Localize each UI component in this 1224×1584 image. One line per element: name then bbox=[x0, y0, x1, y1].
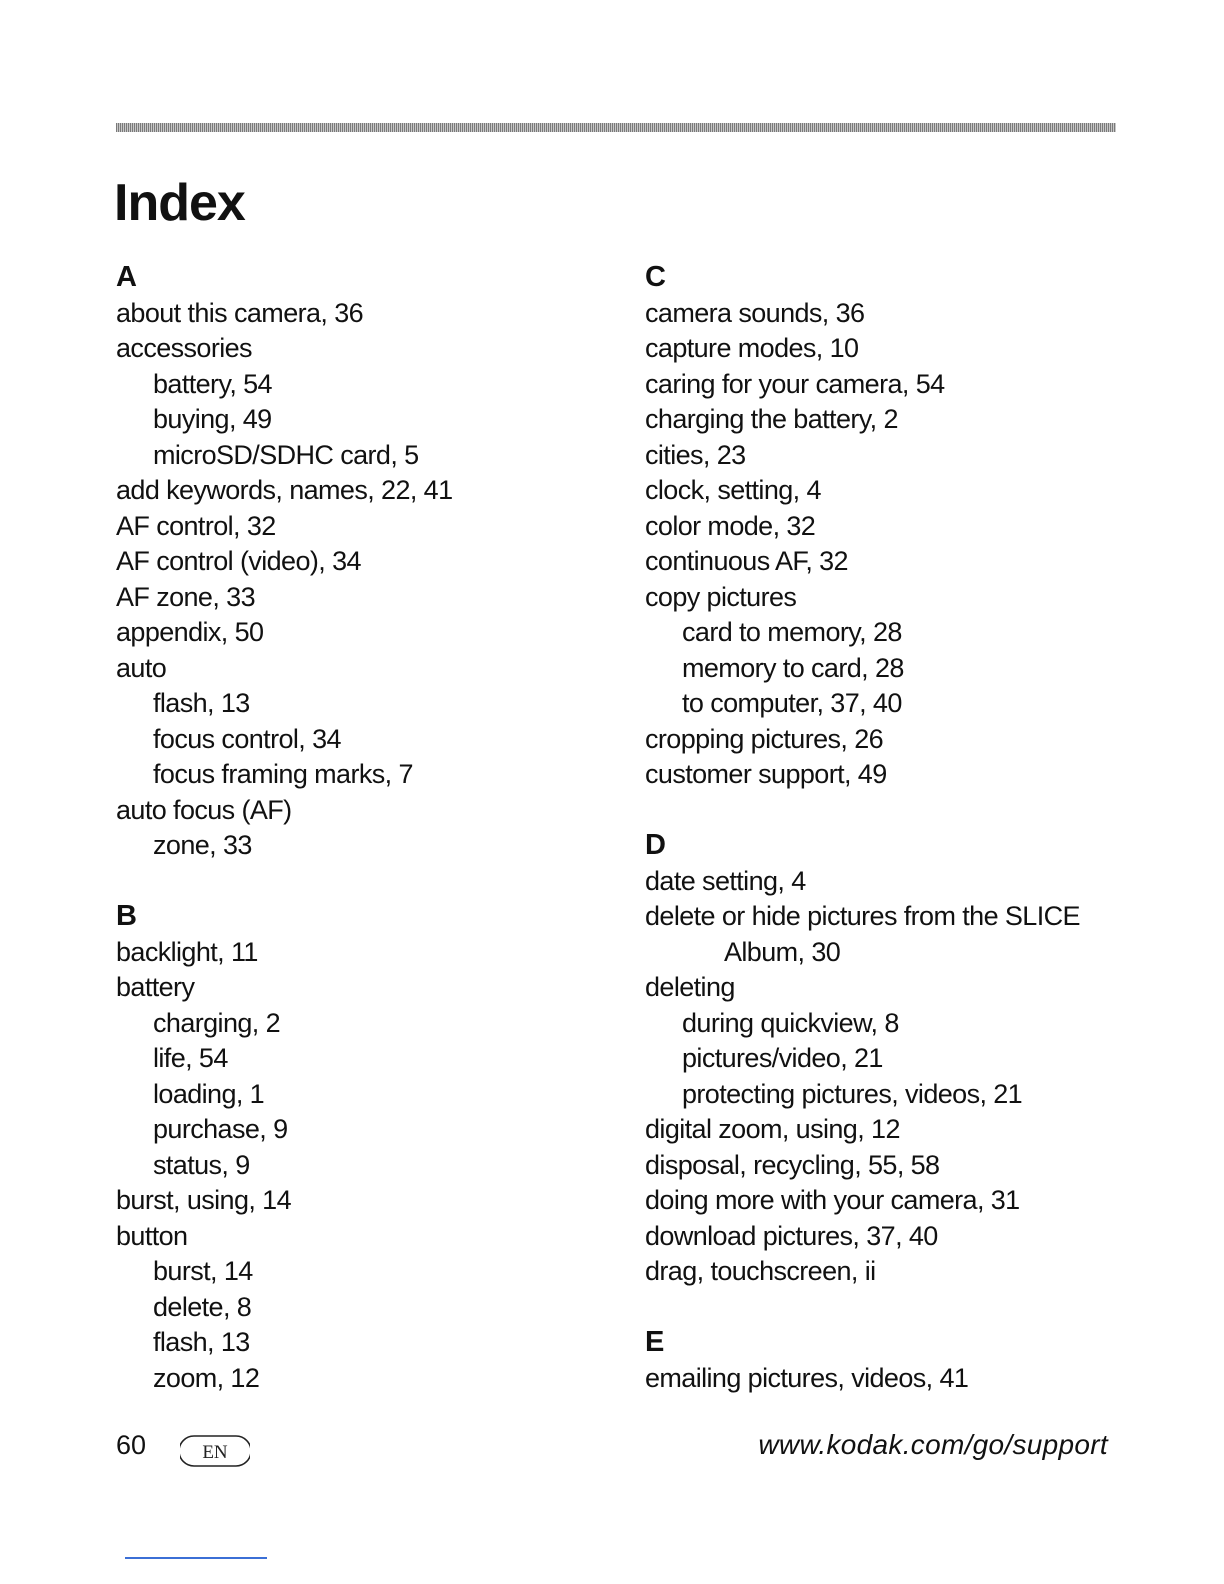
index-entry: burst, using, 14 bbox=[116, 1185, 292, 1215]
support-url-link[interactable]: www.kodak.com/go/support bbox=[758, 1429, 1108, 1460]
index-subentry: status, 9 bbox=[153, 1149, 250, 1180]
index-subentry: flash, 13 bbox=[153, 688, 250, 718]
index-entry: cities, 23 bbox=[645, 439, 746, 470]
index-subentry: loading, 1 bbox=[153, 1078, 265, 1109]
index-entry: customer support, 49 bbox=[645, 759, 887, 789]
index-section-d bbox=[645, 828, 1125, 1290]
index-entry: deleting bbox=[645, 972, 735, 1002]
index-section-a bbox=[116, 260, 596, 864]
index-entry: battery bbox=[116, 972, 195, 1002]
index-subentry: life, 54 bbox=[153, 1043, 228, 1073]
section-letter: A bbox=[116, 261, 137, 293]
index-entry: AF zone, 33 bbox=[116, 581, 255, 612]
index-subentry: battery, 54 bbox=[153, 368, 272, 399]
index-entry: drag, touchscreen, ii bbox=[645, 1256, 876, 1286]
index-subentry: purchase, 9 bbox=[153, 1114, 288, 1144]
index-subentry: during quickview, 8 bbox=[682, 1007, 899, 1038]
header-rule bbox=[116, 123, 1116, 132]
section-letter: D bbox=[645, 829, 666, 861]
index-subentry: charging, 2 bbox=[153, 1007, 280, 1038]
index-subentry: to computer, 37, 40 bbox=[682, 688, 902, 718]
index-entry-continuation: Album, 30 bbox=[724, 936, 841, 967]
index-entry: camera sounds, 36 bbox=[645, 297, 865, 328]
index-entry: about this camera, 36 bbox=[116, 297, 364, 328]
index-subentry: microSD/SDHC card, 5 bbox=[153, 439, 419, 470]
index-subentry: pictures/video, 21 bbox=[682, 1043, 883, 1073]
index-section-c bbox=[645, 260, 1125, 793]
index-entry: auto focus (AF) bbox=[116, 794, 292, 825]
index-section-e bbox=[645, 1325, 1125, 1396]
index-entry: doing more with your camera, 31 bbox=[645, 1185, 1020, 1215]
bottom-mark bbox=[125, 1557, 267, 1559]
page-number: 60 bbox=[116, 1430, 147, 1460]
section-letter: B bbox=[116, 900, 137, 932]
language-badge-label: EN bbox=[202, 1442, 228, 1463]
index-entry: delete or hide pictures from the SLICE bbox=[645, 901, 1080, 931]
index-subentry: zoom, 12 bbox=[153, 1362, 260, 1393]
index-entry: charging the battery, 2 bbox=[645, 404, 898, 434]
index-entry: emailing pictures, videos, 41 bbox=[645, 1362, 969, 1393]
index-subentry: zone, 33 bbox=[153, 830, 252, 860]
index-subentry: delete, 8 bbox=[153, 1291, 252, 1322]
index-entry: AF control (video), 34 bbox=[116, 546, 361, 576]
index-entry: capture modes, 10 bbox=[645, 333, 859, 363]
index-entry: backlight, 11 bbox=[116, 936, 258, 967]
index-entry: clock, setting, 4 bbox=[645, 475, 821, 505]
language-badge-icon bbox=[180, 1434, 250, 1468]
index-entry: copy pictures bbox=[645, 581, 797, 612]
index-entry: continuous AF, 32 bbox=[645, 546, 848, 576]
index-subentry: flash, 13 bbox=[153, 1327, 250, 1357]
index-entry: disposal, recycling, 55, 58 bbox=[645, 1149, 940, 1180]
index-entry: caring for your camera, 54 bbox=[645, 368, 945, 399]
index-entry: download pictures, 37, 40 bbox=[645, 1220, 938, 1251]
index-entry: appendix, 50 bbox=[116, 617, 264, 647]
index-entry: cropping pictures, 26 bbox=[645, 723, 884, 754]
index-entry: date setting, 4 bbox=[645, 865, 806, 896]
index-section-b bbox=[116, 899, 596, 1396]
index-subentry: card to memory, 28 bbox=[682, 617, 902, 647]
index-subentry: focus control, 34 bbox=[153, 723, 341, 754]
index-entry: auto bbox=[116, 652, 167, 683]
index-subentry: protecting pictures, videos, 21 bbox=[682, 1078, 1023, 1109]
index-subentry: focus framing marks, 7 bbox=[153, 759, 413, 789]
index-subentry: burst, 14 bbox=[153, 1256, 253, 1286]
index-entry: color mode, 32 bbox=[645, 510, 816, 541]
index-column-left bbox=[116, 260, 596, 1432]
index-subentry: memory to card, 28 bbox=[682, 652, 904, 683]
page-title: Index bbox=[114, 174, 245, 232]
index-entry: accessories bbox=[116, 333, 252, 363]
index-entry: AF control, 32 bbox=[116, 510, 276, 541]
index-entry: digital zoom, using, 12 bbox=[645, 1114, 900, 1144]
index-entry: add keywords, names, 22, 41 bbox=[116, 475, 453, 505]
index-column-right bbox=[645, 260, 1125, 1432]
index-subentry: buying, 49 bbox=[153, 404, 272, 434]
section-letter: E bbox=[645, 1326, 665, 1358]
section-letter: C bbox=[645, 261, 666, 293]
index-entry: button bbox=[116, 1220, 188, 1251]
